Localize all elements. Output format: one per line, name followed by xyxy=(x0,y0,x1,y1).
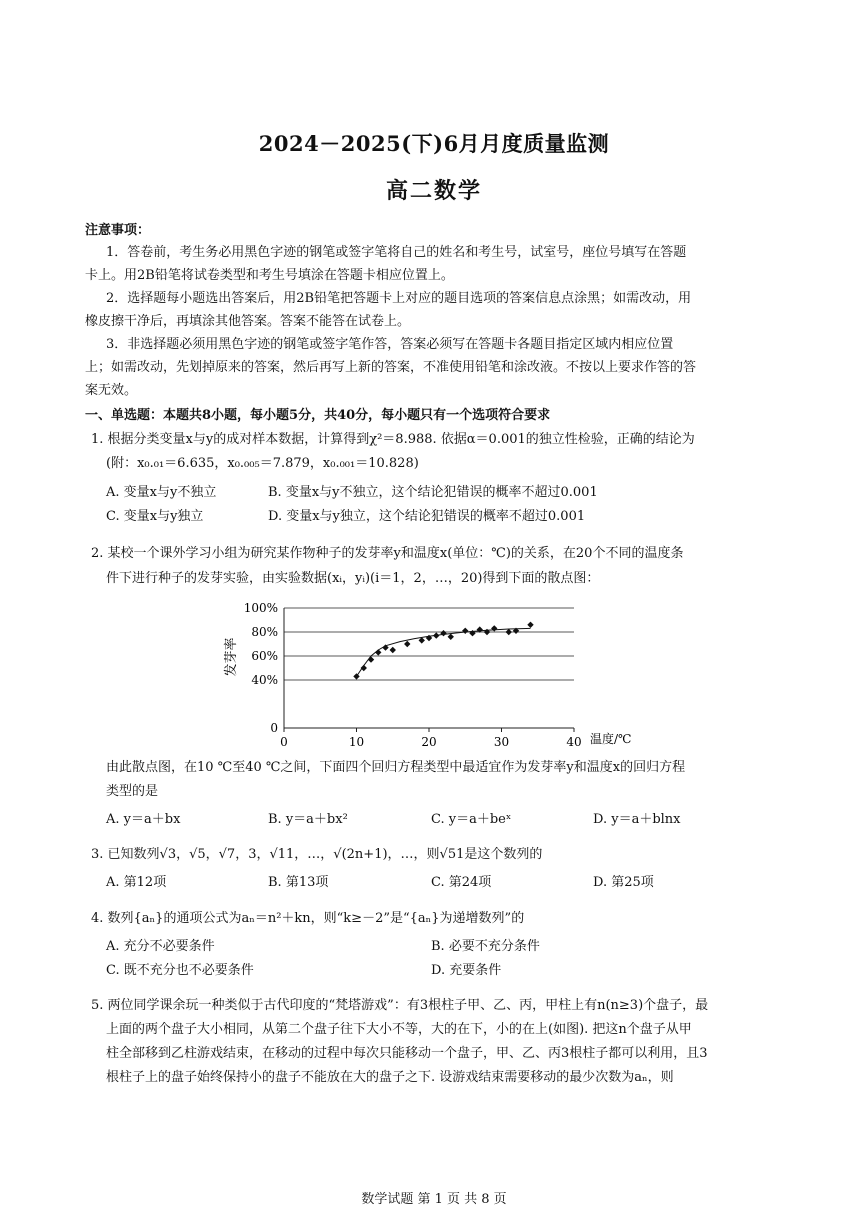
question-4-option-d: D. 充要条件 xyxy=(431,963,502,978)
notice-line: 1．答卷前，考生务必用黑色字迹的钢笔或签字笔将自己的姓名和考生号，试室号，座位号填写在答题 xyxy=(106,245,687,260)
question-2-option-d: D. y＝a＋blnx xyxy=(593,812,681,827)
question-1-note: (附：x₀.₀₁＝6.635，x₀.₀₀₅＝7.879，x₀.₀₀₁＝10.828) xyxy=(106,456,419,471)
question-2-after-cont: 类型的是 xyxy=(106,784,159,799)
data-point xyxy=(462,628,468,634)
x-tick-label: 10 xyxy=(348,735,365,749)
data-point xyxy=(375,649,381,655)
question-1-option-b: B. 变量x与y不独立，这个结论犯错误的概率不超过0.001 xyxy=(268,485,598,500)
y-tick-label: 60% xyxy=(251,649,278,663)
y-tick-label: 80% xyxy=(251,625,278,639)
data-point xyxy=(368,656,374,662)
question-3-option-a: A. 第12项 xyxy=(106,875,167,890)
question-5-line: 5. 两位同学课余玩一种类似于古代印度的“梵塔游戏”：有3根柱子甲、乙、丙，甲柱上有n(n≥3)个盘子，最 xyxy=(91,998,709,1013)
section-heading: 一、单选题：本题共8小题，每小题5分，共40分，每小题只有一个选项符合要求 xyxy=(85,408,551,423)
data-point xyxy=(353,673,359,679)
question-1-option-a: A. 变量x与y不独立 xyxy=(106,485,217,500)
x-axis-label: 温度/℃ xyxy=(590,732,632,746)
question-3-option-b: B. 第13项 xyxy=(268,875,329,890)
x-tick-label: 40 xyxy=(566,735,582,749)
data-point xyxy=(506,629,512,635)
question-3-stem: 3. 已知数列√3，√5，√7，3，√11，…，√(2n+1)，…，则√51是这个数列的 xyxy=(91,847,543,862)
question-5-line: 柱全部移到乙柱游戏结束，在移动的过程中每次只能移动一个盘子，甲、乙、丙3根柱子都可以利用，且3 xyxy=(106,1046,708,1061)
data-point xyxy=(527,622,533,628)
page-footer: 数学试题 第 1 页 共 8 页 xyxy=(361,1192,507,1207)
notice-line: 2．选择题每小题选出答案后，用2B铅笔把答题卡上对应的题目选项的答案信息点涂黑；如需改动，用 xyxy=(106,291,692,306)
data-point xyxy=(433,632,439,638)
x-tick-label: 30 xyxy=(493,735,510,749)
x-tick-label: 20 xyxy=(421,735,437,749)
question-4-stem: 4. 数列{aₙ}的通项公式为aₙ＝n²＋kn，则“k≥－2”是“{aₙ}为递增数列”的 xyxy=(91,911,525,926)
x-tick-label: 0 xyxy=(280,735,288,749)
exam-title: 2024－2025(下)6月月度质量监测 xyxy=(258,131,610,156)
notice-line: 3．非选择题必须用黑色字迹的钢笔或签字笔作答，答案必须写在答题卡各题目指定区域内相应位置 xyxy=(106,337,674,352)
question-1-option-d: D. 变量x与y独立，这个结论犯错误的概率不超过0.001 xyxy=(268,509,586,524)
question-4-option-b: B. 必要不充分条件 xyxy=(431,939,540,954)
question-1-option-c: C. 变量x与y独立 xyxy=(106,509,204,524)
data-point xyxy=(404,641,410,647)
question-1-stem: 1. 根据分类变量x与y的成对样本数据，计算得到χ²＝8.988. 依据α＝0.001的独立性检验，正确的结论为 xyxy=(91,432,695,447)
y-axis-label: 发芽率 xyxy=(224,637,239,677)
y-tick-label: 100% xyxy=(243,601,278,615)
question-3-option-d: D. 第25项 xyxy=(593,875,654,890)
notice-line: 案无效。 xyxy=(85,383,138,398)
question-5-line: 上面的两个盘子大小相同，从第二个盘子往下大小不等，大的在下，小的在上(如图). 把这n个盘子从甲 xyxy=(106,1022,692,1037)
y-tick-label: 40% xyxy=(251,673,278,687)
notice-line: 上；如需改动，先划掉原来的答案，然后再写上新的答案，不准使用铅笔和涂改液。不按以上要求作答的答 xyxy=(85,360,697,375)
question-2-stem: 2. 某校一个课外学习小组为研究某作物种子的发芽率y和温度x(单位：℃)的关系，在20个不同的温度条 xyxy=(91,546,684,561)
question-5-line: 根柱子上的盘子始终保持小的盘子不能放在大的盘子之下. 设游戏结束需要移动的最少次数为aₙ，则 xyxy=(106,1070,674,1085)
notice-line: 橡皮擦干净后，再填涂其他答案。答案不能答在试卷上。 xyxy=(85,314,411,329)
y-tick-label: 0 xyxy=(270,721,278,735)
data-point xyxy=(440,630,446,636)
data-point xyxy=(361,665,367,671)
subject-title: 高二数学 xyxy=(385,178,482,204)
notice-line: 卡上。用2B铅笔将试卷类型和考生号填涂在答题卡相应位置上。 xyxy=(85,268,454,283)
scatter-plot xyxy=(210,595,650,750)
data-point xyxy=(448,634,454,640)
question-3-option-c: C. 第24项 xyxy=(431,875,492,890)
notice-heading: 注意事项： xyxy=(85,223,151,238)
question-2-option-a: A. y＝a＋bx xyxy=(106,812,181,827)
data-point xyxy=(390,647,396,653)
question-2-stem-cont: 件下进行种子的发芽实验，由实验数据(xᵢ，yᵢ)(i＝1，2，…，20)得到下面的散点图： xyxy=(106,571,600,586)
data-point xyxy=(491,625,497,631)
question-2-after: 由此散点图，在10 ℃至40 ℃之间，下面四个回归方程类型中最适宜作为发芽率y和温度x的回归方程 xyxy=(106,760,686,775)
question-2-option-b: B. y＝a＋bx² xyxy=(268,812,348,827)
question-2-option-c: C. y＝a＋beˣ xyxy=(431,812,512,827)
question-4-option-a: A. 充分不必要条件 xyxy=(106,939,215,954)
question-4-option-c: C. 既不充分也不必要条件 xyxy=(106,963,254,978)
